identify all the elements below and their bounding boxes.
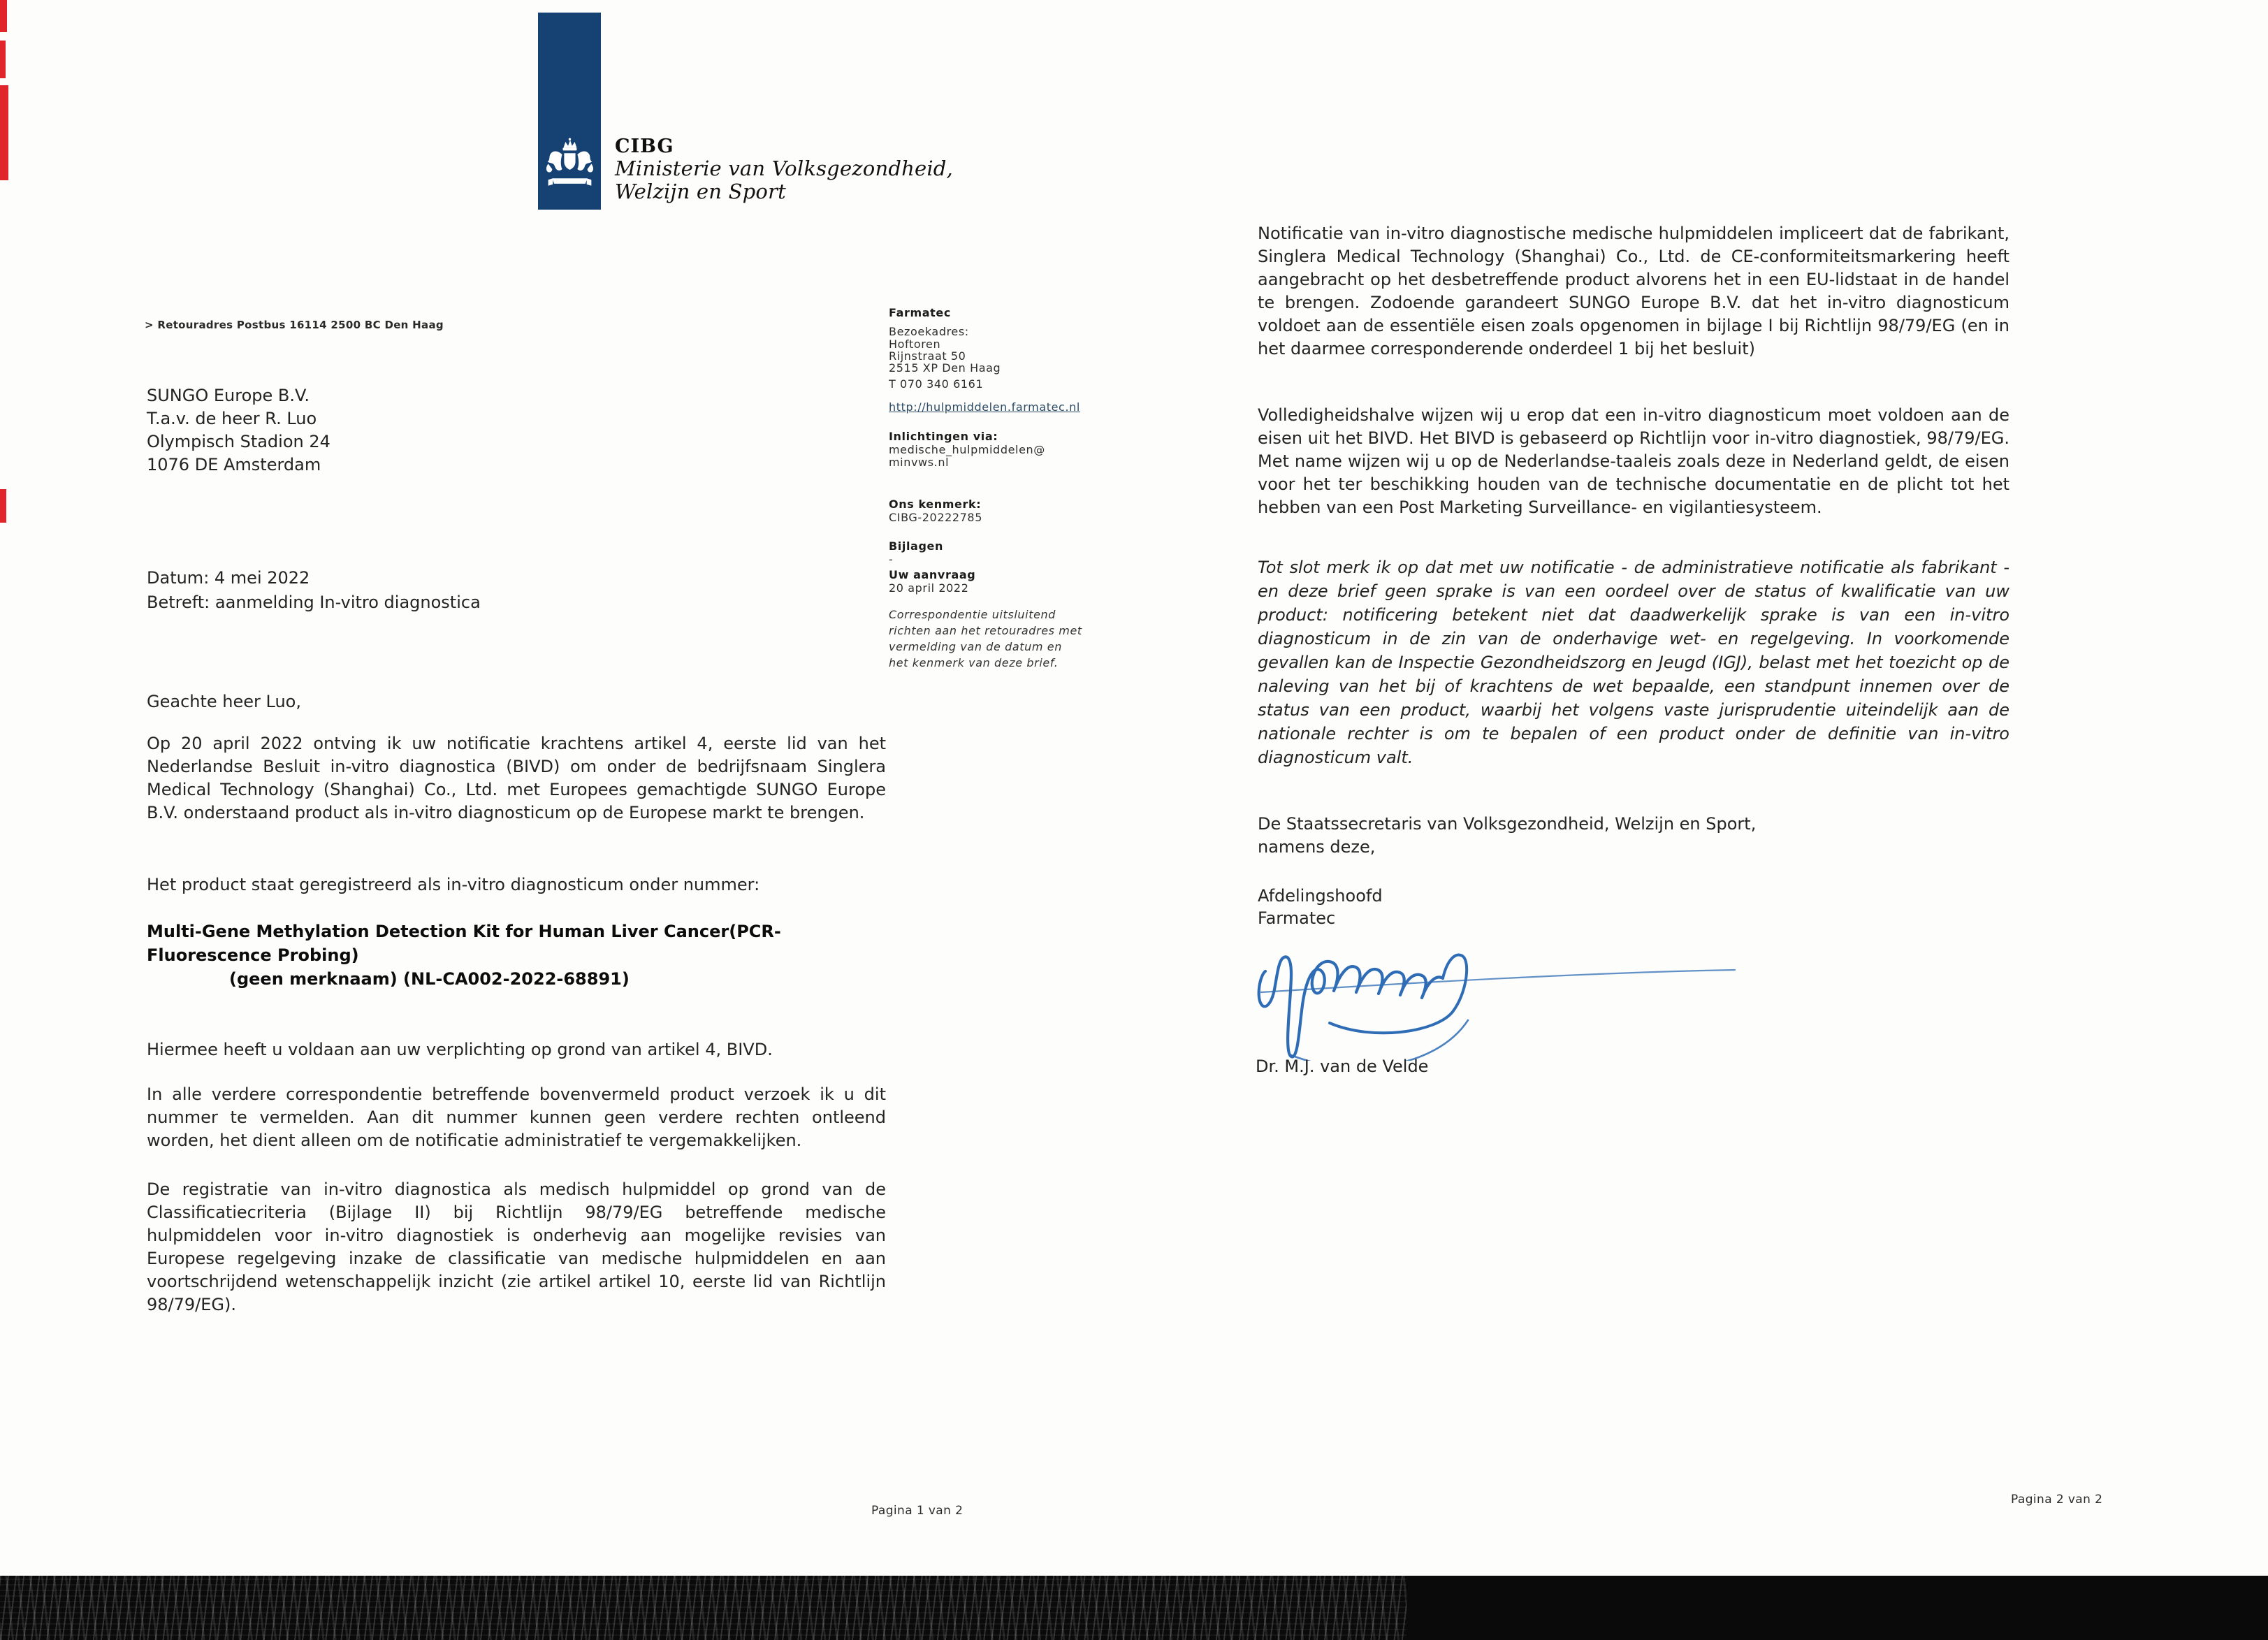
recipient-address (147, 384, 330, 477)
p2-paragraph-bivd: Volledigheidshalve wijzen wij u erop dat een in-vitro diagnosticum moet voldoen aan de eisen uit het BIVD. Het BIVD is gebaseerd op Richtlijn voor in-vitro diagnostiek, 98/79/EG. Met name wijzen wij u op de Nederlandse-taaleis zoals deze in Nederland geldt, de eisen voor het ter beschikking houden van de technische documentatie en de plicht tot het hebben van een Post Marketing Surveillance- en vigilantiesysteem. (1258, 405, 2009, 517)
product-name-block (147, 920, 886, 991)
return-address: > Retouradres Postbus 16114 2500 BC Den Haag (145, 319, 444, 331)
sidebar-info-email-part2: minvws.nl (889, 456, 950, 469)
red-edge-mark (0, 489, 6, 523)
sidebar-visit-street: Rijnstraat 50 (889, 349, 966, 363)
ministry-logo-bar (538, 13, 601, 210)
sidebar-visit-label: Bezoekadres: (889, 325, 969, 338)
signature-image (1253, 935, 1742, 1064)
subject-line: Betreft: aanmelding In-vitro diagnostica (147, 593, 481, 612)
paragraph-obligation: Hiermee heeft u voldaan aan uw verplichting op grond van artikel 4, BIVD. (147, 1040, 773, 1059)
sidebar-info-label: Inlichtingen via: (889, 430, 998, 443)
recipient-attn: T.a.v. de heer R. Luo (147, 409, 317, 428)
sidebar-aanvraag-value: 20 april 2022 (889, 581, 969, 595)
closing-namens: namens deze, (1258, 837, 1376, 857)
sidebar-info-email-part1: medische_hulpmiddelen@ (889, 443, 1045, 456)
red-edge-mark (0, 0, 7, 32)
signer-name: Dr. M.J. van de Velde (1256, 1057, 1429, 1076)
sidebar-kenmerk-value: CIBG-20222785 (889, 511, 982, 524)
recipient-street: Olympisch Stadion 24 (147, 432, 330, 451)
product-registration-number: (geen merknaam) (NL-CA002-2022-68891) (229, 969, 630, 989)
scan-noise-texture (0, 1576, 1406, 1640)
red-edge-mark (0, 41, 6, 78)
scan-edge-band (0, 1576, 2268, 1640)
paragraph-correspondence: In alle verdere correspondentie betreffende bovenvermeld product verzoek ik u dit nummer te vermelden. Aan dit nummer kunnen geen verdere rechten ontleend worden, het dient alleen om de notificatie administratief te vergemakkelijken. (147, 1084, 886, 1150)
date-subject-block (147, 566, 481, 615)
sidebar-aanvraag-label: Uw aanvraag (889, 568, 976, 581)
paragraph-registration: De registratie van in-vitro diagnostica als medisch hulpmiddel op grond van de Classificatiecriteria (Bijlage II) bij Richtlijn 98/79/EG betreffende medische hulpmiddelen voor in-vitro diagnostiek is onderhevig aan mogelijke revisies van Europese regelgeving inzake de classificatie van medische hulpmiddelen en aan voortschrijdend wetenschappelijk inzicht (zie artikel artikel 10, eerste lid van Richtlijn 98/79/EG). (147, 1180, 886, 1314)
recipient-city: 1076 DE Amsterdam (147, 455, 321, 474)
sidebar-kenmerk-label: Ons kenmerk: (889, 498, 982, 511)
red-edge-mark (0, 85, 8, 180)
recipient-company: SUNGO Europe B.V. (147, 386, 310, 405)
product-name-line1: Multi-Gene Methylation Detection Kit for Human Liver Cancer(PCR- (147, 922, 781, 941)
sidebar-visit-city: 2515 XP Den Haag (889, 361, 1001, 375)
sidebar-phone: T 070 340 6161 (889, 377, 984, 391)
paragraph-notification: Op 20 april 2022 ontving ik uw notificatie krachtens artikel 4, eerste lid van het Nederlandse Besluit in-vitro diagnostica (BIVD) om onder de bedrijfsnaam Singlera Medical Technology (Shanghai) Co., Ltd. met Europees gemachtigde SUNGO Europe B.V. onderstaand product als in-vitro diagnosticum op de Europese markt te brengen. (147, 734, 886, 822)
salutation: Geachte heer Luo, (147, 692, 301, 711)
ministry-wordmark-line2: Welzijn en Sport (615, 180, 786, 203)
sidebar-bijlagen-label: Bijlagen (889, 539, 943, 553)
org-name: CIBG (615, 136, 674, 157)
sidebar-visit-building: Hoftoren (889, 338, 941, 351)
product-name-line2: Fluorescence Probing) (147, 945, 359, 965)
rijksoverheid-crest-icon (543, 137, 596, 204)
signer-role: Afdelingshoofd (1258, 886, 1383, 906)
sidebar-correspondence-note: Correspondentie uitsluitend richten aan het retouradres met vermelding van de datum en het kenmerk van deze brief. (889, 608, 1082, 669)
p2-paragraph-disclaimer: Tot slot merk ik op dat met uw notificatie - de administratieve notificatie als fabrikant - en deze brief geen sprake is van een oordeel over de status of kwalificatie van uw product: notificering betekent niet dat daadwerkelijk sprake is van een in-vitro diagnosticum in de zin van de onderhavige wet- en regelgeving. In voorkomende gevallen kan de Inspectie Gezondheidszorg en Jeugd (IGJ), belast met het toezicht op de naleving van het bij of krachtens de wet bepaalde, een standpunt innemen over de status van een product, waarbij het volgens vaste jurisprudentie uiteindelijk aan de nationale rechter is om te bepalen of een product onder de definitie van in-vitro diagnosticum valt. (1258, 558, 2009, 767)
page-number-1: Pagina 1 van 2 (871, 1504, 964, 1518)
closing-secretary: De Staatssecretaris van Volksgezondheid, Welzijn en Sport, (1258, 814, 1757, 834)
signer-department: Farmatec (1258, 908, 1336, 928)
ministry-wordmark-line1: Ministerie van Volksgezondheid, (615, 157, 953, 180)
p2-paragraph-ce-marking: Notificatie van in-vitro diagnostische medische hulpmiddelen impliceert dat de fabrikant, Singlera Medical Technology (Shanghai) Co., Ltd. de CE-conformiteitsmarkering heeft aangebracht op het desbetreffende product alvorens het in een EU-lidstaat in de handel te brengen. Zodoende garandeert SUNGO Europe B.V. dat het in-vitro diagnosticum voldoet aan de essentiële eisen zoals opgenomen in bijlage I bij Richtlijn 98/79/EG (en in het daarmee corresponderende onderdeel 1 bij het besluit) (1258, 224, 2009, 358)
page-number-2: Pagina 2 van 2 (2011, 1493, 2103, 1507)
date-line: Datum: 4 mei 2022 (147, 568, 310, 588)
sidebar-org: Farmatec (889, 306, 951, 319)
ministry-wordmark (615, 137, 953, 202)
farmatec-url-link[interactable]: http://hulpmiddelen.farmatec.nl (889, 400, 1080, 414)
sidebar-bijlagen-value: - (889, 553, 894, 566)
paragraph-registered: Het product staat geregistreerd als in-vitro diagnosticum onder nummer: (147, 875, 760, 894)
